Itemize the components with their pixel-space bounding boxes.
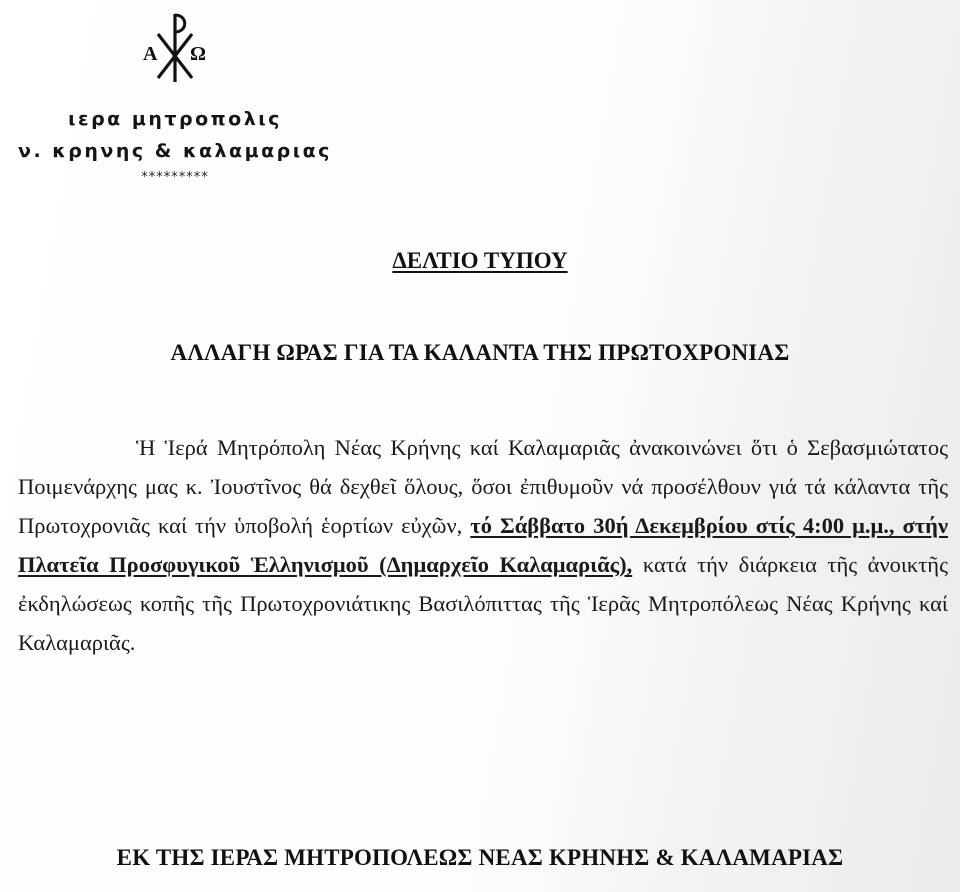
headline: ΑΛΛΑΓΗ ΩΡΑΣ ΓΙΑ ΤΑ ΚΑΛΑΝΤΑ ΤΗΣ ΠΡΩΤΟΧΡΟΝΙΑΣ bbox=[170, 340, 790, 365]
organization-name-line1: ιερα μητροπολις bbox=[68, 108, 282, 130]
signature-line: ΕΚ ΤΗΣ ΙΕΡΑΣ ΜΗΤΡΟΠΟΛΕΩΣ ΝΕΑΣ ΚΡΗΝΗΣ & ΚΑΛΑΜΑΡΙΑΣ bbox=[116, 845, 844, 870]
document-type-title: ΔΕΛΤΙΟ ΤΥΠΟΥ bbox=[392, 248, 568, 273]
organization-name-line2: ν. κρηνης & καλαμαριας bbox=[18, 140, 332, 162]
header-separator: ********* bbox=[141, 170, 209, 185]
paragraph-text-part1: Ἡ Ἱερά Μητρόπολη Νέας Κρήνης καί Καλαμαριᾶς ἀνακοινώνει ὅτι ὁ Σεβασμιώτατος Ποιμενάρχης μας κ. Ἰουστῖνος θά δεχθεῖ ὅλους, ὅσοι ἐπιθυμοῦν νά προσέλθουν γιά τά κάλαντα τῆς Πρωτοχρονιᾶς καί τήν ὑποβολή ἑορτίων εὐχῶν, bbox=[18, 435, 948, 538]
paragraph-emphasis-date-location: τό Σάββατο 30ή Δεκεμβρίου στίς 4:00 μ.μ., στήν Πλατεῖα Προσφυγικοῦ Ἑλληνισμοῦ (Δημαρχεῖο Καλαμαριᾶς), bbox=[18, 513, 948, 577]
alpha-letter: A bbox=[143, 43, 158, 65]
omega-letter: Ω bbox=[190, 43, 207, 65]
chi-rho-logo-icon bbox=[140, 8, 210, 88]
paragraph-text-part2: κατά τήν διάρκεια τῆς ἀνοικτῆς ἐκδηλώσεως κοπῆς τῆς Πρωτοχρονιάτικης Βασιλόπιττας τῆς Ἱερᾶς Μητροπόλεως Νέας Κρήνης καί Καλαμαριᾶς. bbox=[18, 552, 948, 655]
announcement-paragraph bbox=[18, 428, 948, 662]
